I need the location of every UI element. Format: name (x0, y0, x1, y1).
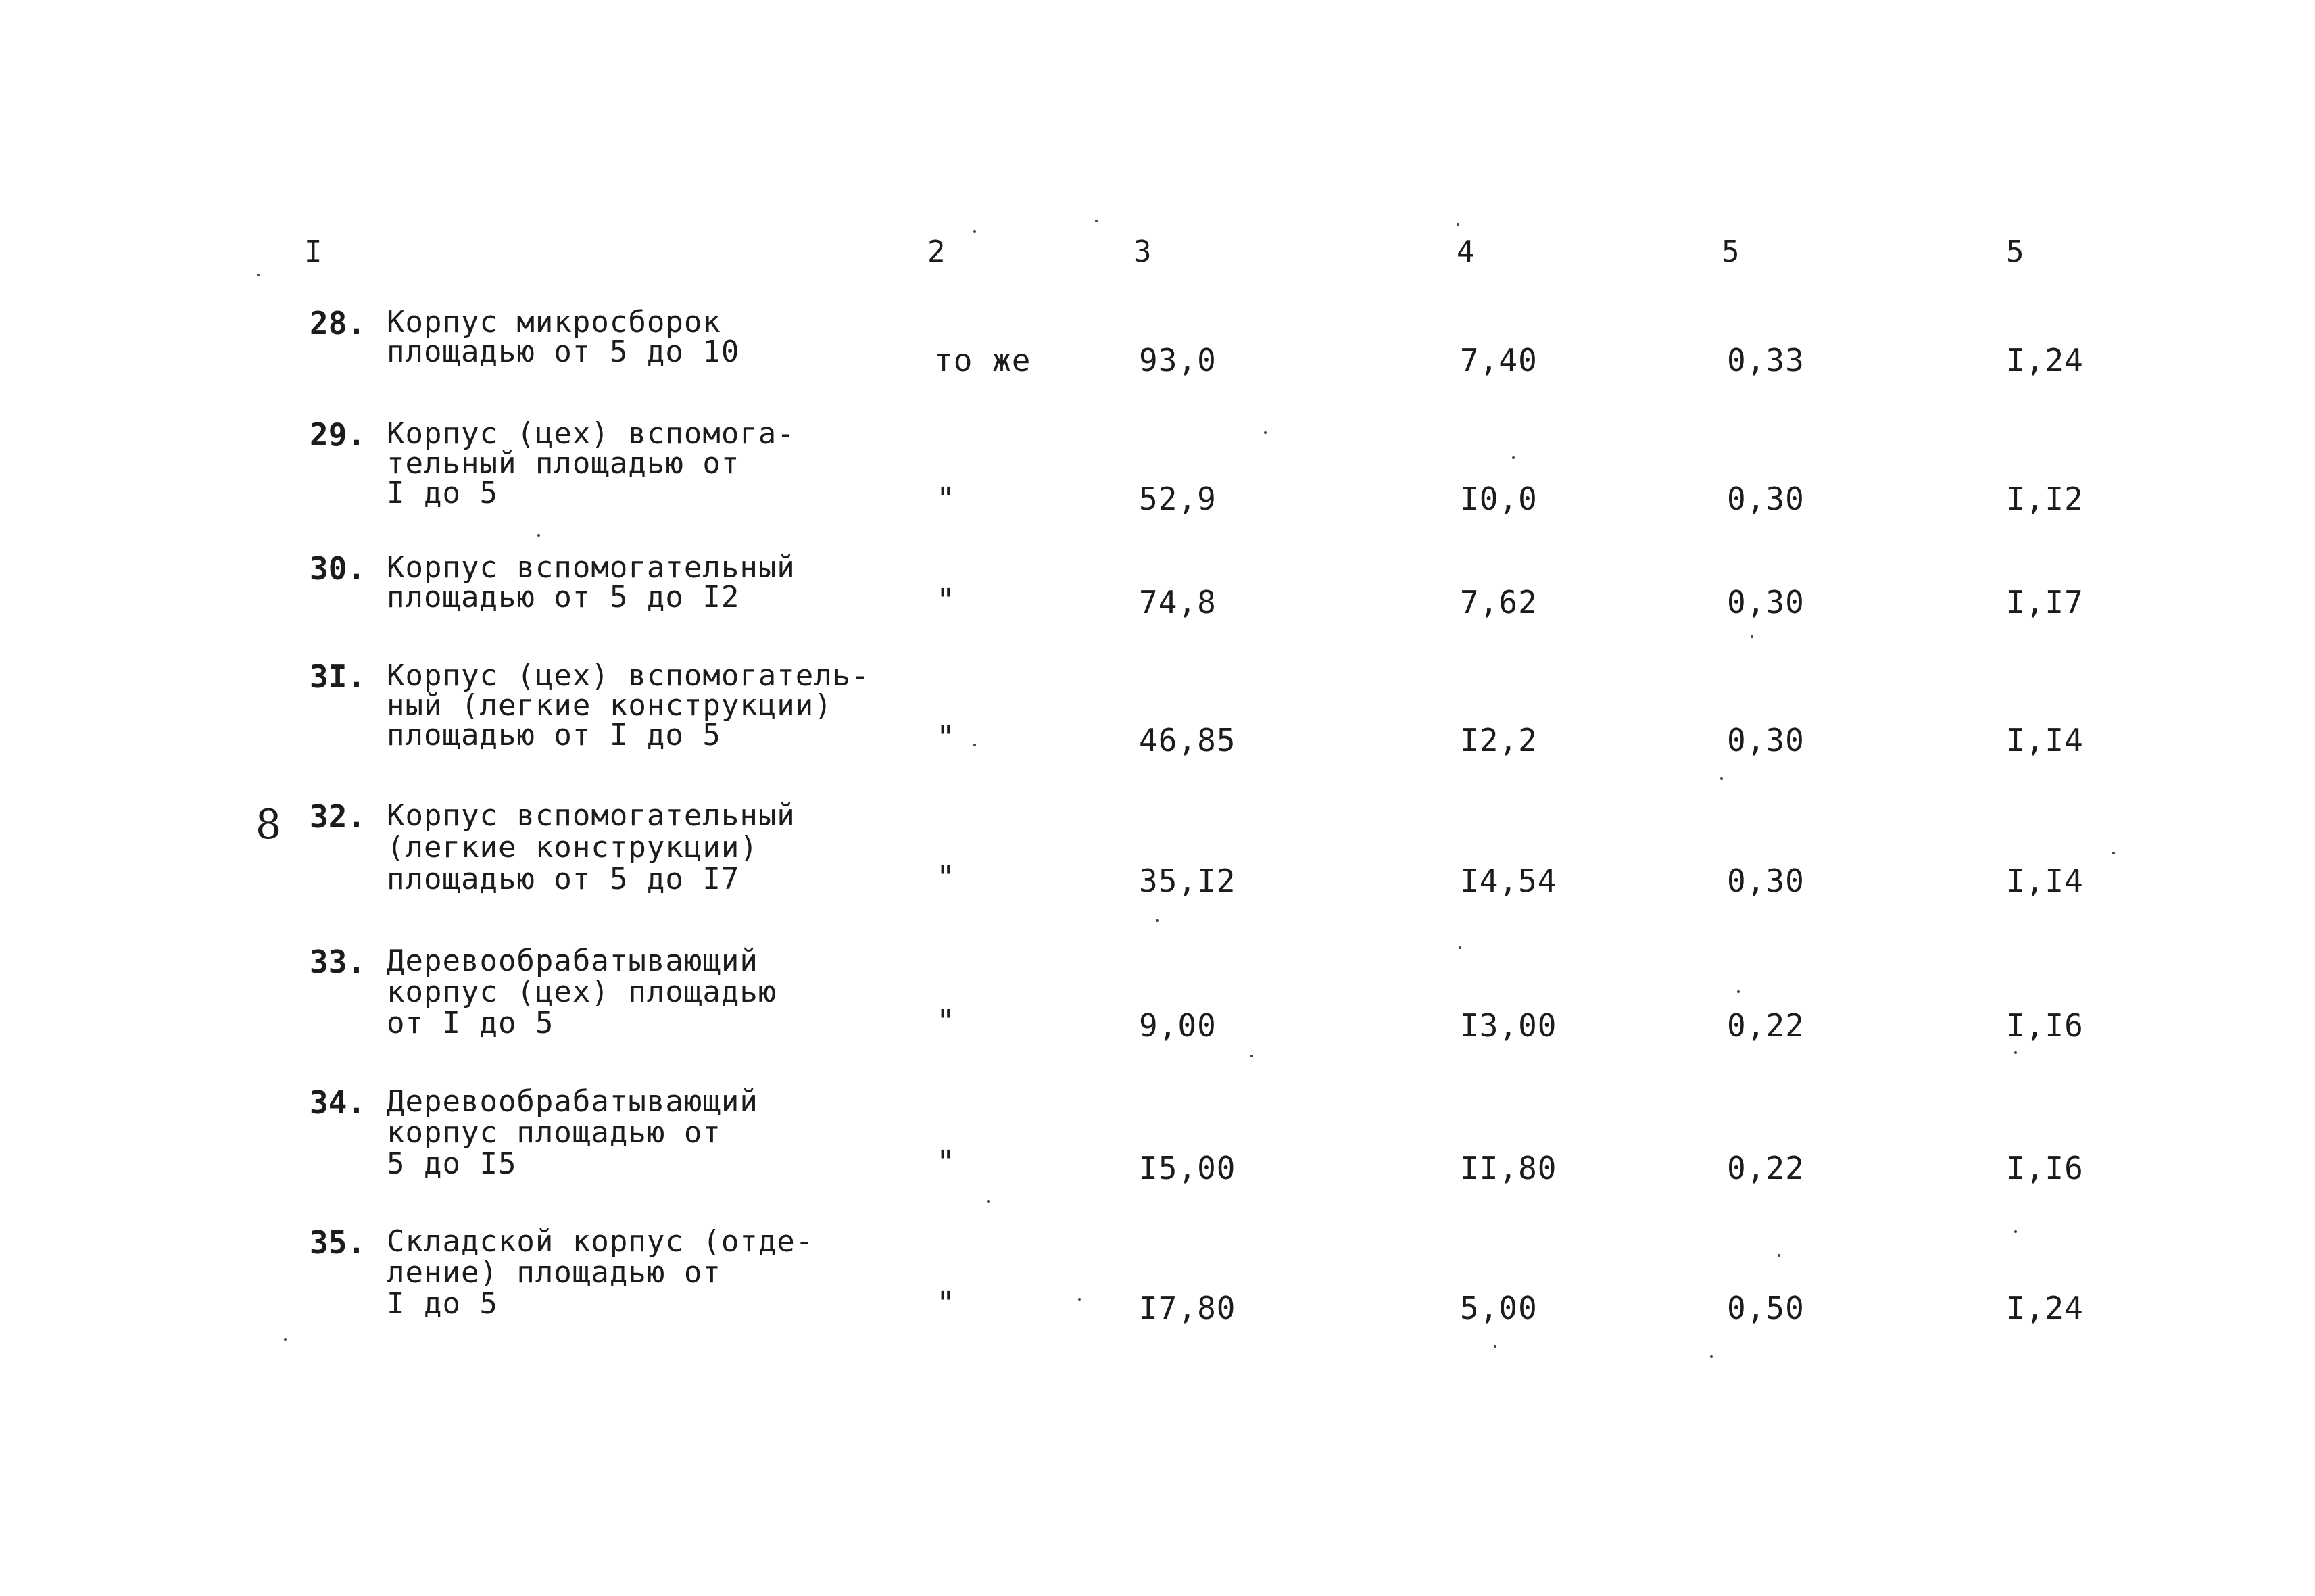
margin-mark: 8 (255, 801, 282, 848)
cell-col2: " (936, 719, 956, 756)
row-description-line: площадью от 5 до I7 (387, 862, 740, 896)
scan-speck (284, 1338, 287, 1341)
scan-speck (1095, 220, 1098, 222)
cell-col6: I,I4 (2006, 863, 2084, 899)
column-header-3: 3 (1134, 235, 1152, 269)
cell-col3: 93,0 (1139, 342, 1217, 379)
scan-speck (1512, 456, 1515, 459)
cell-col5: 0,33 (1727, 342, 1805, 379)
row-number: 29. (310, 416, 366, 453)
scan-speck (2014, 1051, 2017, 1054)
cell-col3: 74,8 (1139, 584, 1217, 621)
cell-col6: I,I7 (2006, 584, 2084, 621)
cell-col6: I,I4 (2006, 722, 2084, 758)
column-header-2: 2 (927, 235, 946, 269)
cell-col2: " (936, 582, 956, 619)
row-description-line: 5 до I5 (387, 1146, 517, 1181)
row-description-line: Деревообрабатывающий (387, 1084, 758, 1119)
cell-col6: I,I6 (2006, 1150, 2084, 1186)
cell-col5: 0,30 (1727, 584, 1805, 621)
scan-speck (1737, 990, 1740, 993)
cell-col2: то же (934, 342, 1031, 379)
scan-speck (1457, 223, 1459, 226)
cell-col4: 7,62 (1460, 584, 1538, 621)
row-description-line: I до 5 (387, 1286, 498, 1321)
row-description-line: ление) площадью от (387, 1255, 721, 1290)
cell-col5: 0,30 (1727, 722, 1805, 758)
row-description-line: Корпус вспомогательный (387, 550, 796, 585)
row-description-line: от I до 5 (387, 1006, 554, 1040)
scan-speck (1494, 1345, 1496, 1348)
scan-speck (537, 534, 540, 537)
cell-col6: I,I2 (2006, 481, 2084, 517)
cell-col3: 35,I2 (1139, 863, 1236, 899)
scan-speck (1264, 431, 1267, 434)
row-number: 35. (310, 1224, 366, 1261)
scan-speck (1778, 1254, 1780, 1257)
column-header-1: I (304, 235, 323, 269)
scan-speck (1459, 946, 1461, 949)
cell-col5: 0,50 (1727, 1290, 1805, 1326)
row-number: 33. (310, 944, 366, 980)
cell-col4: I4,54 (1460, 863, 1557, 899)
row-number: 34. (310, 1084, 366, 1121)
scan-speck (973, 744, 976, 746)
column-header-6: 5 (2006, 235, 2025, 269)
cell-col3: 52,9 (1139, 481, 1217, 517)
row-description-line: корпус площадью от (387, 1115, 721, 1150)
cell-col2: " (936, 1003, 956, 1040)
row-description-line: Корпус (цех) вспомогатель- (387, 658, 870, 693)
row-description-line: Корпус (цех) вспомога- (387, 416, 796, 451)
row-description-line: ный (легкие конструкции) (387, 688, 833, 723)
scan-speck (1751, 635, 1753, 638)
row-description-line: (легкие конструкции) (387, 830, 758, 865)
cell-col4: I0,0 (1460, 481, 1538, 517)
scan-speck (1720, 777, 1723, 780)
cell-col6: I,24 (2006, 1290, 2084, 1326)
scan-speck (1078, 1298, 1081, 1301)
cell-col4: 5,00 (1460, 1290, 1538, 1326)
cell-col4: 7,40 (1460, 342, 1538, 379)
cell-col3: I5,00 (1139, 1150, 1236, 1186)
cell-col3: I7,80 (1139, 1290, 1236, 1326)
row-description-line: Корпус вспомогательный (387, 798, 796, 833)
row-number: 3I. (310, 658, 366, 695)
row-description-line: корпус (цех) площадью (387, 975, 777, 1009)
cell-col3: 46,85 (1139, 722, 1236, 758)
row-number: 28. (310, 305, 366, 341)
cell-col4: I3,00 (1460, 1007, 1557, 1044)
cell-col2: " (936, 1285, 956, 1322)
cell-col3: 9,00 (1139, 1007, 1217, 1044)
row-number: 32. (310, 798, 366, 835)
cell-col5: 0,22 (1727, 1150, 1805, 1186)
cell-col4: I2,2 (1460, 722, 1538, 758)
scan-speck (1710, 1355, 1713, 1358)
scan-speck (1250, 1055, 1253, 1057)
cell-col5: 0,30 (1727, 481, 1805, 517)
row-description-line: Деревообрабатывающий (387, 944, 758, 978)
row-description-line: Складской корпус (отде- (387, 1224, 814, 1259)
scan-speck (1156, 919, 1159, 922)
cell-col2: " (936, 859, 956, 896)
cell-col6: I,24 (2006, 342, 2084, 379)
row-description-line: площадью от I до 5 (387, 718, 721, 752)
row-description-line: площадью от 5 до I2 (387, 580, 740, 614)
scan-speck (257, 274, 260, 276)
column-header-5: 5 (1722, 235, 1740, 269)
row-number: 30. (310, 550, 366, 587)
cell-col6: I,I6 (2006, 1007, 2084, 1044)
scan-speck (987, 1200, 990, 1203)
scan-speck (2112, 852, 2115, 854)
cell-col4: II,80 (1460, 1150, 1557, 1186)
cell-col2: " (936, 481, 956, 517)
cell-col2: " (936, 1144, 956, 1180)
row-description-line: I до 5 (387, 476, 498, 510)
cell-col5: 0,30 (1727, 863, 1805, 899)
scan-speck (2014, 1230, 2017, 1233)
cell-col5: 0,22 (1727, 1007, 1805, 1044)
scan-speck (973, 230, 976, 233)
column-header-4: 4 (1457, 235, 1476, 269)
row-description-line: площадью от 5 до 10 (387, 335, 740, 369)
row-description-line: тельный площадью от (387, 446, 740, 481)
row-description-line: Корпус микросборок (387, 305, 721, 339)
